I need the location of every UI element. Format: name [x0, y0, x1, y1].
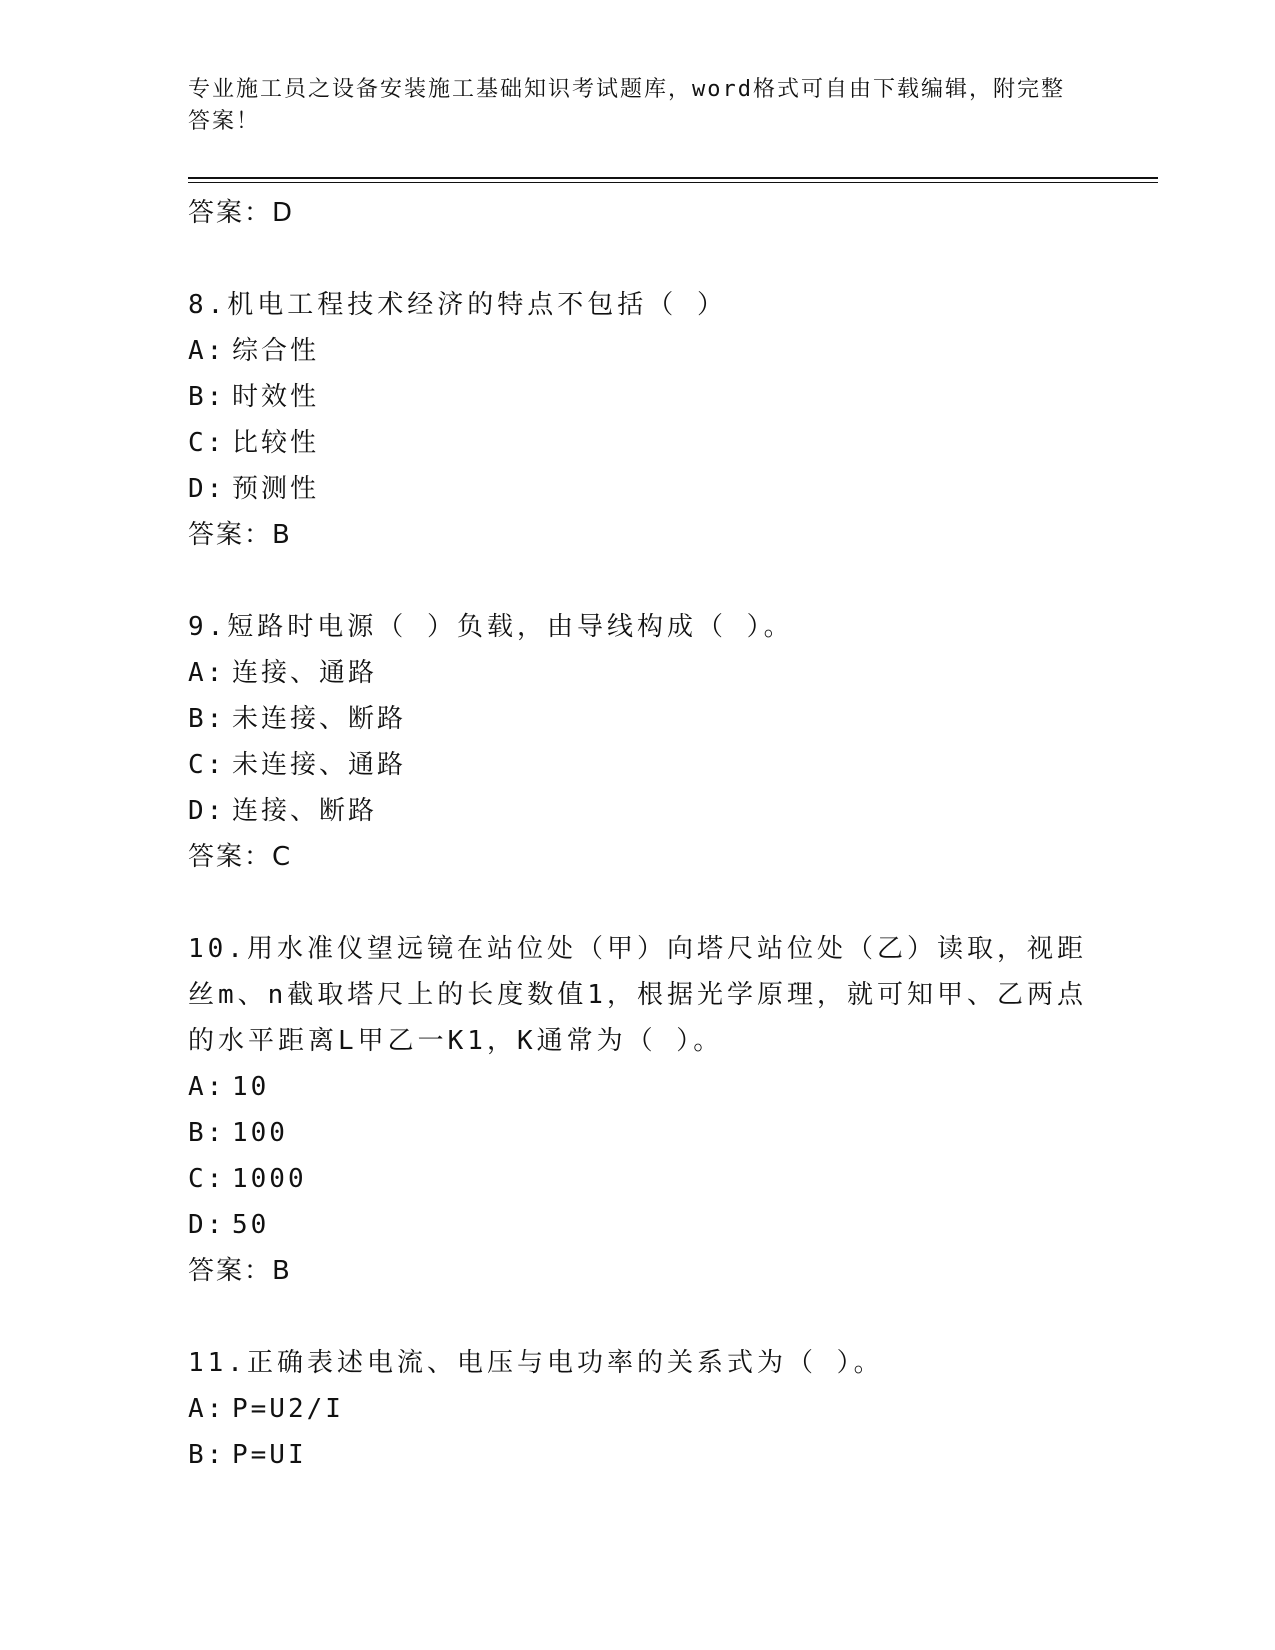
- option-c: [188, 1156, 1088, 1202]
- option-text: 100: [232, 1118, 288, 1148]
- option-letter: B:: [188, 1118, 226, 1148]
- option-text: 时效性: [232, 382, 320, 412]
- answer-label: 答案：B: [188, 1256, 292, 1286]
- option-letter: C:: [188, 428, 226, 458]
- answer-label: 答案：D: [188, 198, 295, 228]
- option-a: [188, 1064, 1088, 1110]
- option-letter: D:: [188, 796, 226, 826]
- option-letter: D:: [188, 1210, 226, 1240]
- option-a: [188, 650, 1088, 696]
- header-divider-thin: [188, 182, 1158, 183]
- option-text: P=UI: [232, 1440, 307, 1470]
- option-text: 预测性: [232, 474, 320, 504]
- option-d: [188, 788, 1088, 834]
- option-c: [188, 420, 1088, 466]
- option-b: [188, 1110, 1088, 1156]
- option-text: 50: [232, 1210, 270, 1240]
- option-letter: A:: [188, 336, 226, 366]
- option-text: 1000: [232, 1164, 307, 1194]
- question-item: [188, 604, 1088, 880]
- option-a: [188, 1386, 1088, 1432]
- answer-label: 答案：B: [188, 520, 292, 550]
- question-list: [188, 190, 1088, 1478]
- option-b: [188, 696, 1088, 742]
- question-title: 8.机电工程技术经济的特点不包括（ ）: [188, 290, 727, 320]
- question-title: 10.用水准仪望远镜在站位处（甲）向塔尺站位处（乙）读取，视距丝m、n截取塔尺上的长度数值1，根据光学原理，就可知甲、乙两点的水平距离L甲乙一K1，K通常为（ ）。: [188, 934, 1087, 1056]
- option-letter: D:: [188, 474, 226, 504]
- question-title: 11.正确表述电流、电压与电功率的关系式为（ ）。: [188, 1348, 884, 1378]
- option-b: [188, 1432, 1088, 1478]
- option-letter: A:: [188, 1394, 226, 1424]
- option-letter: A:: [188, 1072, 226, 1102]
- option-letter: C:: [188, 750, 226, 780]
- option-d: [188, 466, 1088, 512]
- question-item: [188, 282, 1088, 558]
- document-header: 专业施工员之设备安装施工基础知识考试题库，word格式可自由下载编辑，附完整答案！: [188, 77, 1065, 134]
- question-item: [188, 1340, 1088, 1478]
- option-c: [188, 742, 1088, 788]
- option-text: 比较性: [232, 428, 320, 458]
- option-d: [188, 1202, 1088, 1248]
- option-text: 连接、通路: [232, 658, 378, 688]
- answer-label: 答案：C: [188, 842, 293, 872]
- option-letter: B:: [188, 382, 226, 412]
- option-letter: B:: [188, 1440, 226, 1470]
- option-text: 10: [232, 1072, 270, 1102]
- option-a: [188, 328, 1088, 374]
- option-letter: C:: [188, 1164, 226, 1194]
- option-letter: A:: [188, 658, 226, 688]
- question-title: 9.短路时电源（ ）负载，由导线构成（ ）。: [188, 612, 794, 642]
- option-text: 未连接、通路: [232, 750, 407, 780]
- option-b: [188, 374, 1088, 420]
- option-text: 未连接、断路: [232, 704, 407, 734]
- question-item: [188, 926, 1088, 1294]
- option-letter: B:: [188, 704, 226, 734]
- option-text: 连接、断路: [232, 796, 378, 826]
- option-text: 综合性: [232, 336, 320, 366]
- option-text: P=U2/I: [232, 1394, 344, 1424]
- header-divider-thick: [188, 177, 1158, 179]
